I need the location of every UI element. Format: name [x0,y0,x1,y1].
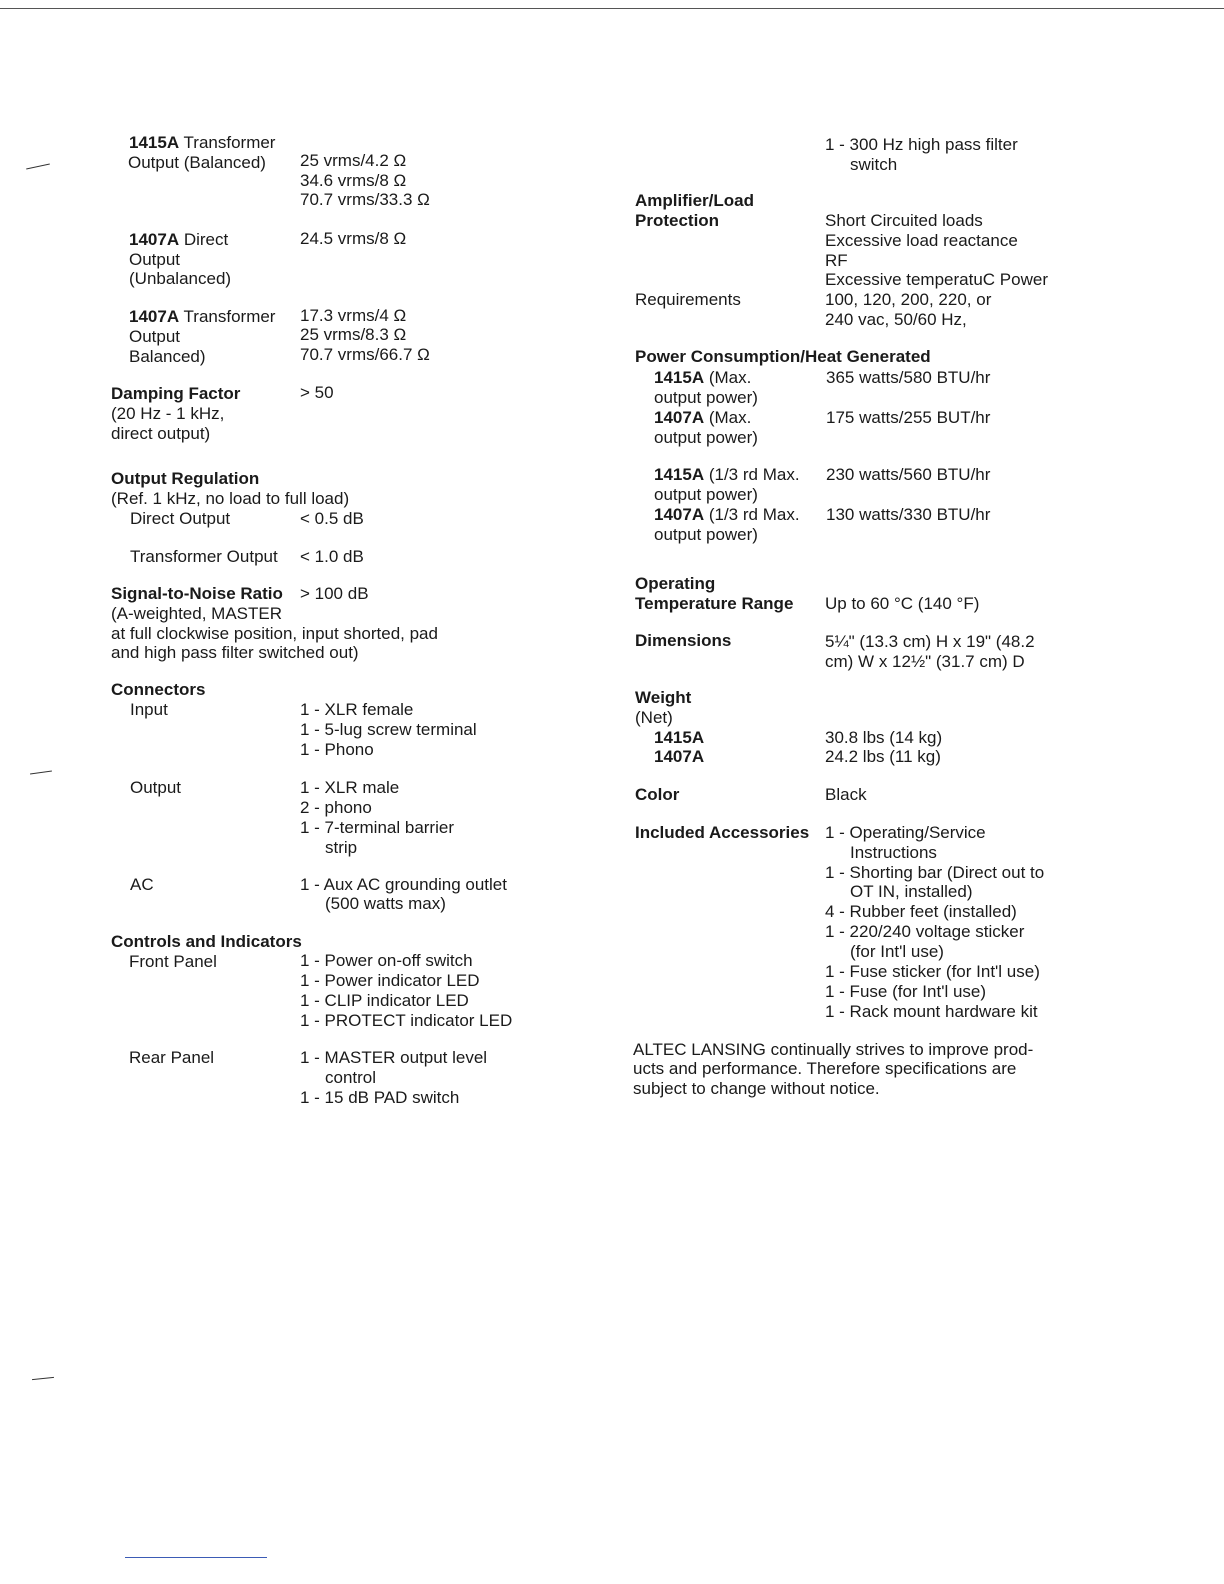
snr-heading: Signal-to-Noise Ratio [111,584,283,603]
spec-value: 25 vrms/4.2 Ω [300,151,407,170]
spec-value: 1 - Power on-off switch [300,951,473,970]
spec-value: 24.2 lbs (11 kg) [825,747,941,766]
notice-text: ALTEC LANSING continually strives to improve prod- [633,1040,1034,1059]
spec-label-line: 1407A (1/3 rd Max. [654,505,800,524]
accessory-item: Instructions [850,843,937,862]
spec-value: 1 - PROTECT indicator LED [300,1011,513,1030]
notice-text: subject to change without notice. [633,1079,880,1098]
spec-label-line: output power) [654,428,758,447]
controls-heading: Controls and Indicators [111,932,302,951]
margin-mark [30,770,52,774]
spec-value: Up to 60 °C (140 °F) [825,594,980,613]
spec-value: 1 - 15 dB PAD switch [300,1088,460,1107]
damping-factor-value: > 50 [300,383,334,402]
spec-value: 130 watts/330 BTU/hr [826,505,991,524]
accessory-item: OT IN, installed) [850,882,973,901]
amplifier-protection-heading: Amplifier/Load [635,191,755,210]
spec-note: (20 Hz - 1 kHz, [111,404,225,423]
spec-1415a-transformer-label: 1415A Transformer [129,133,276,152]
spec-label-line: Output [130,778,182,797]
spec-value: cm) W x 12½" (31.7 cm) D [825,652,1025,671]
spec-value: RF [825,251,848,270]
spec-value: 175 watts/255 BUT/hr [826,408,991,427]
spec-value: 1 - Aux AC grounding outlet [300,875,507,894]
accessory-item: 1 - 220/240 voltage sticker [825,922,1025,941]
spec-label-line: 1407A [654,747,705,766]
weight-heading: Weight [635,688,692,707]
spec-value: 30.8 lbs (14 kg) [825,728,943,747]
accessory-item: 1 - Fuse sticker (for Int'l use) [825,962,1040,981]
spec-value: 100, 120, 200, 220, or [825,290,992,309]
spec-label-line: output power) [654,485,758,504]
spec-value: 1 - 300 Hz high pass filter [825,135,1018,154]
accessory-item: 1 - Operating/Service [825,823,986,842]
spec-note: at full clockwise position, input shorted, pad [111,624,438,643]
spec-value: 1 - MASTER output level [300,1048,488,1067]
bottom-rule [125,1557,267,1558]
spec-value: 1 - 7-terminal barrier [300,818,454,837]
spec-label-line: Front Panel [129,952,217,971]
spec-label-line: 1415A (Max. [654,368,752,387]
snr-value: > 100 dB [300,584,369,603]
spec-note: direct output) [111,424,211,443]
spec-label-line: 1415A [654,728,705,747]
spec-label-line: Requirements [635,290,741,309]
spec-label-line: Rear Panel [129,1048,215,1067]
connectors-heading: Connectors [111,680,206,699]
accessory-item: 4 - Rubber feet (installed) [825,902,1017,921]
operating-temp-heading-line2: Temperature Range [635,594,794,613]
dimensions-heading: Dimensions [635,631,732,650]
spec-value: 1 - CLIP indicator LED [300,991,469,1010]
accessory-item: 1 - Shorting bar (Direct out to [825,863,1045,882]
notice-text: ucts and performance. Therefore specifications are [633,1059,1017,1078]
spec-label-line: Input [130,700,168,719]
amplifier-protection-heading-line2: Protection [635,211,720,230]
spec-label-line: output power) [654,525,758,544]
spec-value: 1 - XLR male [300,778,400,797]
spec-value: 1 - Phono [300,740,374,759]
accessory-item: 1 - Fuse (for Int'l use) [825,982,987,1001]
spec-1407a-transformer-label: 1407A Transformer [129,307,276,326]
spec-label-line: Output [129,250,181,269]
spec-label-line: Balanced) [129,347,206,366]
spec-label-line: 1407A (Max. [654,408,752,427]
output-regulation-heading: Output Regulation [111,469,260,488]
spec-value: 24.5 vrms/8 Ω [300,229,407,248]
spec-value: 240 vac, 50/60 Hz, [825,310,967,329]
power-consumption-heading: Power Consumption/Heat Generated [635,347,931,366]
spec-value: 70.7 vrms/66.7 Ω [300,345,430,364]
color-heading: Color [635,785,680,804]
spec-value: Black [825,785,867,804]
margin-mark [32,1377,54,1380]
damping-factor-heading: Damping Factor [111,384,241,403]
spec-value: 70.7 vrms/33.3 Ω [300,190,430,209]
spec-label-line: 1415A (1/3 rd Max. [654,465,800,484]
spec-value: (500 watts max) [325,894,446,913]
page-top-rule [0,8,1224,9]
spec-value: 25 vrms/8.3 Ω [300,325,407,344]
spec-label-line: Direct Output [130,509,231,528]
spec-note: and high pass filter switched out) [111,643,359,662]
accessories-heading: Included Accessories [635,823,810,842]
spec-value: 1 - 5-lug screw terminal [300,720,477,739]
spec-note: (Net) [635,708,673,727]
spec-label-line: Transformer Output [130,547,278,566]
spec-value: 1 - Power indicator LED [300,971,480,990]
spec-value: 365 watts/580 BTU/hr [826,368,991,387]
operating-temp-heading: Operating [635,574,716,593]
spec-value: Excessive temperatuC Power [825,270,1048,289]
spec-note: (Ref. 1 kHz, no load to full load) [111,489,350,508]
spec-value: 34.6 vrms/8 Ω [300,171,407,190]
spec-label-line: AC [130,875,154,894]
spec-value: 1 - XLR female [300,700,414,719]
spec-label-line: output power) [654,388,758,407]
spec-value: < 0.5 dB [300,509,364,528]
accessory-item: (for Int'l use) [850,942,944,961]
spec-note: (A-weighted, MASTER [111,604,282,623]
spec-value: 5¼" (13.3 cm) H x 19" (48.2 [825,632,1035,651]
spec-value: strip [325,838,358,857]
spec-value: 230 watts/560 BTU/hr [826,465,991,484]
spec-1407a-direct-label: 1407A Direct [129,230,229,249]
spec-value: 2 - phono [300,798,372,817]
spec-value: < 1.0 dB [300,547,364,566]
spec-value: control [325,1068,377,1087]
spec-label-line: (Unbalanced) [129,269,232,288]
spec-value: 17.3 vrms/4 Ω [300,306,407,325]
spec-value: Short Circuited loads [825,211,983,230]
accessory-item: 1 - Rack mount hardware kit [825,1002,1038,1021]
margin-mark [26,164,50,170]
spec-value: Excessive load reactance [825,231,1018,250]
spec-value: switch [850,155,898,174]
spec-label-line: Output [129,327,181,346]
spec-label-line: Output (Balanced) [128,153,266,172]
